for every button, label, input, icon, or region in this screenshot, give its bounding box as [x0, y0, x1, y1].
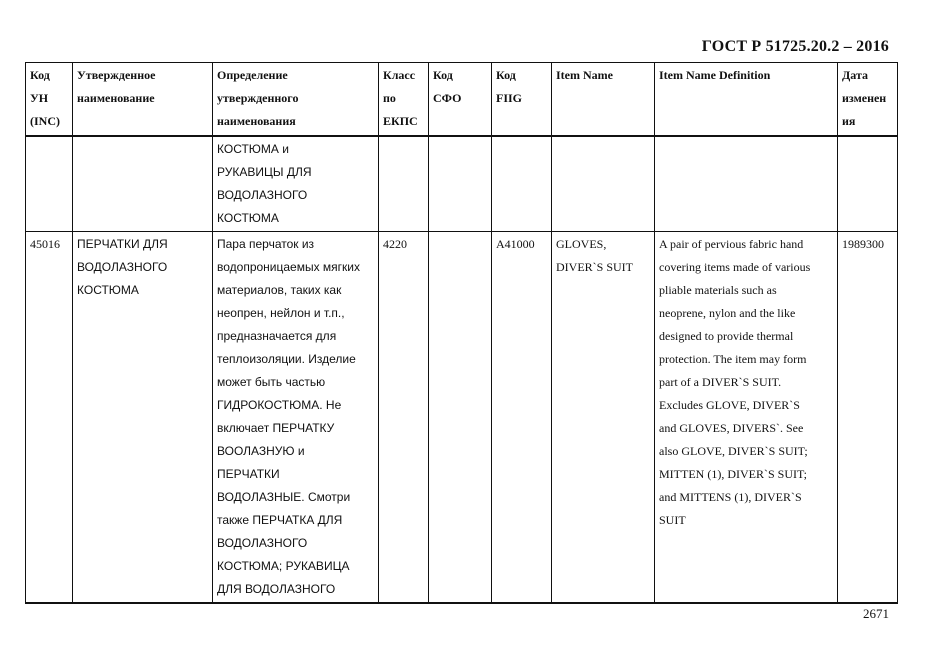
cell-item-name: [552, 136, 655, 232]
table-row-entry: [26, 232, 898, 604]
column-header-change-date: Дата изменен ия: [838, 63, 898, 137]
column-header-approved-name: Утвержденное наименование: [73, 63, 213, 137]
column-header-definition: Определение утвержденного наименования: [213, 63, 379, 137]
cell-change-date: 1989300: [838, 232, 898, 604]
cell-definition: КОСТЮМА и РУКАВИЦЫ ДЛЯ ВОДОЛАЗНОГО КОСТЮМА: [213, 136, 379, 232]
cell-ekps-class: [379, 136, 429, 232]
column-header-ekps-class: Класс по ЕКПС: [379, 63, 429, 137]
cell-ekps-class: 4220: [379, 232, 429, 604]
cell-fiig-code: [492, 136, 552, 232]
document-standard-id: ГОСТ Р 51725.20.2 – 2016: [701, 38, 889, 55]
catalog-table: [25, 62, 898, 604]
cell-approved-name: [73, 136, 213, 232]
column-header-fiig-code: Код FIIG: [492, 63, 552, 137]
column-header-item-name: Item Name: [552, 63, 655, 137]
cell-inc: [26, 136, 73, 232]
cell-definition: Пара перчаток из водопроницаемых мягких материалов, таких как неопрен, нейлон и т.п., предназначается для теплоизоляции. Изделие может быть частью ГИДРОКОСТЮМА. Не включает ПЕРЧАТКУ ВООЛАЗНУЮ и ПЕРЧАТКИ ВОДОЛАЗНЫЕ. Смотри также ПЕРЧАТКА ДЛЯ ВОДОЛАЗНОГО КОСТЮМА; РУКАВИЦА ДЛЯ ВОДОЛАЗНОГО: [213, 232, 379, 604]
cell-inc: 45016: [26, 232, 73, 604]
column-header-item-name-definition: Item Name Definition: [655, 63, 838, 137]
column-header-inc: Код УН (INC): [26, 63, 73, 137]
table-header-row: [26, 63, 898, 137]
cell-fiig-code: A41000: [492, 232, 552, 604]
cell-item-name-definition: A pair of pervious fabric hand covering items made of various pliable materials such as neoprene, nylon and the like designed to provide thermal protection. The item may form part of a DIVER`S SUIT. Excludes GLOVE, DIVER`S and GLOVES, DIVERS`. See also GLOVE, DIVER`S SUIT; MITTEN (1), DIVER`S SUIT; and MITTENS (1), DIVER`S SUIT: [655, 232, 838, 604]
cell-sfo-code: [429, 232, 492, 604]
cell-change-date: [838, 136, 898, 232]
cell-item-name-definition: [655, 136, 838, 232]
table-row-continuation: [26, 136, 898, 232]
cell-item-name: GLOVES, DIVER`S SUIT: [552, 232, 655, 604]
cell-sfo-code: [429, 136, 492, 232]
column-header-sfo-code: Код СФО: [429, 63, 492, 137]
cell-approved-name: ПЕРЧАТКИ ДЛЯ ВОДОЛАЗНОГО КОСТЮМА: [73, 232, 213, 604]
page-number: 2671: [863, 606, 889, 621]
